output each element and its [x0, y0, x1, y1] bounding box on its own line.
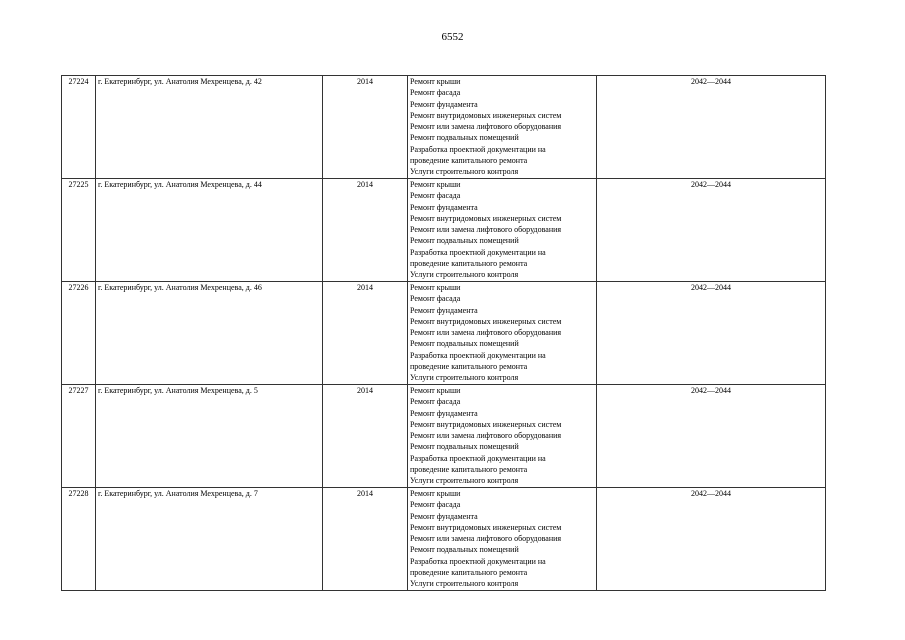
work-item: Ремонт подвальных помещений [410, 236, 519, 246]
work-item: Ремонт подвальных помещений [410, 133, 519, 143]
work-item: Ремонт подвальных помещений [410, 545, 519, 555]
row-number: 27228 [62, 488, 96, 591]
work-item: Ремонт или замена лифтового оборудования [410, 534, 562, 544]
work-item: Ремонт фундамента [410, 305, 478, 315]
work-item: Ремонт внутридомовых инженерных систем [410, 522, 562, 532]
building-address: г. Екатеринбург, ул. Анатолия Мехренцева, д. 46 [96, 282, 323, 385]
work-item: Ремонт крыши [410, 283, 461, 292]
work-item: Ремонт крыши [410, 77, 461, 86]
row-number: 27225 [62, 179, 96, 282]
table-row [62, 179, 826, 282]
work-item: Ремонт крыши [410, 180, 461, 189]
work-item: проведение капитального ремонта [410, 465, 528, 475]
work-item: проведение капитального ремонта [410, 259, 528, 269]
work-item: Ремонт фасада [410, 88, 461, 98]
commissioning-year: 2014 [323, 179, 408, 282]
commissioning-year: 2014 [323, 488, 408, 591]
work-item: Ремонт внутридомовых инженерных систем [410, 419, 562, 429]
work-item: Разработка проектной документации на [410, 350, 546, 360]
repair-schedule-table [61, 75, 826, 591]
work-item: Ремонт фасада [410, 294, 461, 304]
work-item: Разработка проектной документации на [410, 556, 546, 566]
repair-period: 2042—2044 [597, 385, 826, 488]
table-row [62, 488, 826, 591]
building-address: г. Екатеринбург, ул. Анатолия Мехренцева, д. 7 [96, 488, 323, 591]
work-item: Услуги строительного контроля [410, 373, 519, 383]
work-item: проведение капитального ремонта [410, 362, 528, 372]
row-number: 27224 [62, 76, 96, 179]
works-list [408, 179, 597, 282]
work-item: Ремонт или замена лифтового оборудования [410, 328, 562, 338]
work-item: Услуги строительного контроля [410, 476, 519, 486]
work-item: проведение капитального ремонта [410, 568, 528, 578]
work-item: Ремонт подвальных помещений [410, 442, 519, 452]
work-item: Ремонт фундамента [410, 408, 478, 418]
work-item: Ремонт фундамента [410, 99, 478, 109]
work-item: Разработка проектной документации на [410, 144, 546, 154]
commissioning-year: 2014 [323, 385, 408, 488]
work-item: Ремонт или замена лифтового оборудования [410, 225, 562, 235]
table-row [62, 282, 826, 385]
work-item: Разработка проектной документации на [410, 247, 546, 257]
work-item: Ремонт крыши [410, 386, 461, 395]
work-item: Услуги строительного контроля [410, 579, 519, 589]
work-item: Услуги строительного контроля [410, 167, 519, 177]
work-item: Ремонт фасада [410, 397, 461, 407]
work-item: Ремонт фасада [410, 191, 461, 201]
building-address: г. Екатеринбург, ул. Анатолия Мехренцева, д. 44 [96, 179, 323, 282]
table-body [62, 76, 826, 591]
repair-period: 2042—2044 [597, 179, 826, 282]
page-number: 6552 [441, 31, 464, 43]
repair-period: 2042—2044 [597, 488, 826, 591]
work-item: Ремонт внутридомовых инженерных систем [410, 213, 562, 223]
works-list [408, 385, 597, 488]
work-item: Ремонт крыши [410, 489, 461, 498]
building-address: г. Екатеринбург, ул. Анатолия Мехренцева, д. 5 [96, 385, 323, 488]
work-item: Ремонт внутридомовых инженерных систем [410, 316, 562, 326]
table-row [62, 385, 826, 488]
work-item: Ремонт или замена лифтового оборудования [410, 122, 562, 132]
works-list [408, 488, 597, 591]
works-list [408, 282, 597, 385]
repair-period: 2042—2044 [597, 76, 826, 179]
row-number: 27226 [62, 282, 96, 385]
row-number: 27227 [62, 385, 96, 488]
repair-period: 2042—2044 [597, 282, 826, 385]
work-item: Ремонт подвальных помещений [410, 339, 519, 349]
work-item: проведение капитального ремонта [410, 156, 528, 166]
work-item: Ремонт фасада [410, 500, 461, 510]
works-list [408, 76, 597, 179]
work-item: Услуги строительного контроля [410, 270, 519, 280]
building-address: г. Екатеринбург, ул. Анатолия Мехренцева, д. 42 [96, 76, 323, 179]
work-item: Ремонт фундамента [410, 511, 478, 521]
work-item: Разработка проектной документации на [410, 453, 546, 463]
work-item: Ремонт внутридомовых инженерных систем [410, 110, 562, 120]
table-row [62, 76, 826, 179]
commissioning-year: 2014 [323, 282, 408, 385]
work-item: Ремонт или замена лифтового оборудования [410, 431, 562, 441]
work-item: Ремонт фундамента [410, 202, 478, 212]
commissioning-year: 2014 [323, 76, 408, 179]
